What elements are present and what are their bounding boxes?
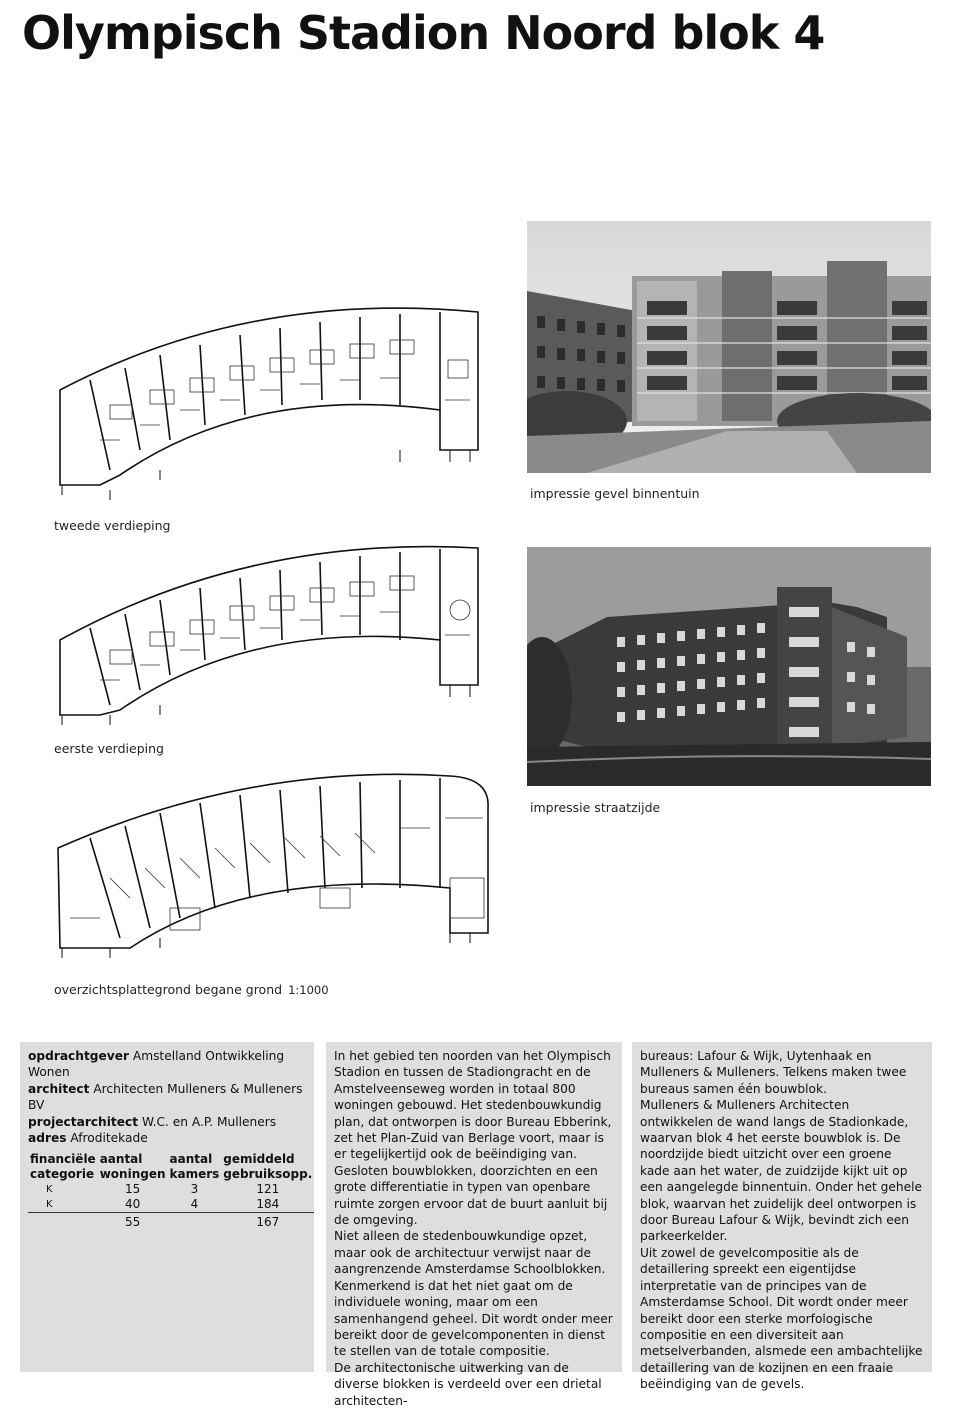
photo-street-side	[527, 547, 931, 786]
table-cell: 121	[256, 1182, 280, 1197]
table-cell: K	[46, 1184, 53, 1196]
floor-plan-second-floor	[50, 300, 490, 500]
table-cell	[28, 1213, 98, 1231]
plan-caption-second-floor: tweede verdieping	[54, 518, 171, 533]
table-total-row	[28, 1213, 314, 1231]
table-header: aantal kamers	[169, 1152, 220, 1182]
table-cell: 167	[256, 1215, 280, 1230]
table-cell: 4	[168, 1197, 222, 1213]
table-cell: 3	[190, 1182, 199, 1197]
label-adres: adres	[28, 1131, 67, 1146]
label-opdrachtgever: opdrachtgever	[28, 1049, 129, 1063]
label-architect: architect	[28, 1081, 90, 1096]
table-row	[28, 1197, 314, 1213]
info-projectarchitect	[28, 1114, 306, 1130]
photo-inner-garden	[527, 221, 931, 473]
table-header: financiële categorie	[30, 1152, 96, 1182]
label-projectarchitect: projectarchitect	[28, 1114, 139, 1129]
plan-scale: 1:1000	[288, 983, 329, 997]
info-architect	[28, 1081, 306, 1114]
body-text-1: In het gebied ten noorden van het Olympisch Stadion en tussen de Stadiongracht en de Amstelveenseweg worden in totaal 800 woningen gebouwd. Het stedenbouwkundig plan, dat ontworpen is door Bureau Ebberink, zet het Plan-Zuid van Berlage voort, maar is er tegelijkertijd ook de beëindiging van. Gesloten bouwblokken, doorzichten en een grote differentiatie in typen van openbare ruimte zorgen ervoor dat de buurt aanluit bij de omgeving. Niet alleen de stedenbouwkundige opzet, maar ook de architectuur verwijst naar de aangrenzende Amsterdamse Schoolblokken. Kenmerkend is dat het niet gaat om de individuele woning, maar om een samenhangend geheel. Dit wordt onder meer bereikt door de gevelcomponenten in dienst te stellen van de totale compositie. De architectonische uitwerking van de diverse blokken is verdeeld over een drietal architecten-	[334, 1049, 613, 1408]
table-header: gemiddeld gebruiksopp.	[223, 1152, 313, 1182]
floor-plan-first-floor	[50, 540, 490, 730]
plan-caption-ground-floor-text: overzichtsplattegrond begane grond	[54, 982, 283, 997]
table-cell: 55	[124, 1215, 141, 1230]
text-column-2	[632, 1042, 932, 1392]
table-row	[28, 1182, 314, 1197]
project-info-panel	[20, 1042, 314, 1372]
table-cell: 184	[221, 1197, 314, 1213]
photo-caption-inner-garden: impressie gevel binnentuin	[530, 486, 700, 501]
table-cell: 40	[98, 1197, 168, 1213]
page-title: Olympisch Stadion Noord blok 4	[22, 6, 825, 60]
text-column-1	[326, 1042, 622, 1408]
body-text-2: bureaus: Lafour & Wijk, Uytenhaak en Mulleners & Mulleners. Telkens maken twee bureaus samen één bouwblok. Mulleners & Mulleners Architecten ontwikkelen de wand langs de Stadionkade, waarvan blok 4 het eerste bouwblok is. De noordzijde biedt uitzicht over een groene kade aan het water, de zuidzijde kijkt uit op een aangelegde binnentuin. Onder het gehele blok, waarvan het zuidelijk deel ontworpen is door Bureau Lafour & Wijk, bevindt zich een parkeerkelder. Uit zowel de gevelcompositie als de detaillering spreekt een eigentijdse interpretatie van de principes van de Amsterdamse School. Dit wordt onder meer bereikt door een sterke morfologische compositie en een diversiteit aan metselverbanden, alsmede een ambachtelijke detaillering van de kozijnen en een fraaie beëindiging van de gevels.	[640, 1049, 923, 1392]
value-architect: Architecten Mulleners & Mulleners BV	[28, 1081, 303, 1113]
housing-table	[28, 1152, 314, 1230]
table-header-row	[28, 1152, 314, 1182]
plan-caption-ground-floor	[54, 982, 329, 997]
photo-caption-street-side: impressie straatzijde	[530, 800, 661, 815]
value-adres: Afroditekade	[70, 1131, 148, 1146]
table-cell: 15	[124, 1182, 141, 1197]
table-cell: K	[28, 1197, 98, 1213]
table-header: aantal woningen	[99, 1152, 166, 1182]
plan-caption-first-floor: eerste verdieping	[54, 741, 164, 756]
info-adres	[28, 1130, 306, 1146]
floor-plan-ground-floor	[50, 768, 490, 958]
table-cell	[168, 1213, 222, 1231]
value-projectarchitect: W.C. en A.P. Mulleners	[141, 1114, 277, 1129]
value-opdrachtgever: Amstelland Ontwikkeling Wonen	[28, 1049, 285, 1080]
info-opdrachtgever	[28, 1048, 306, 1081]
